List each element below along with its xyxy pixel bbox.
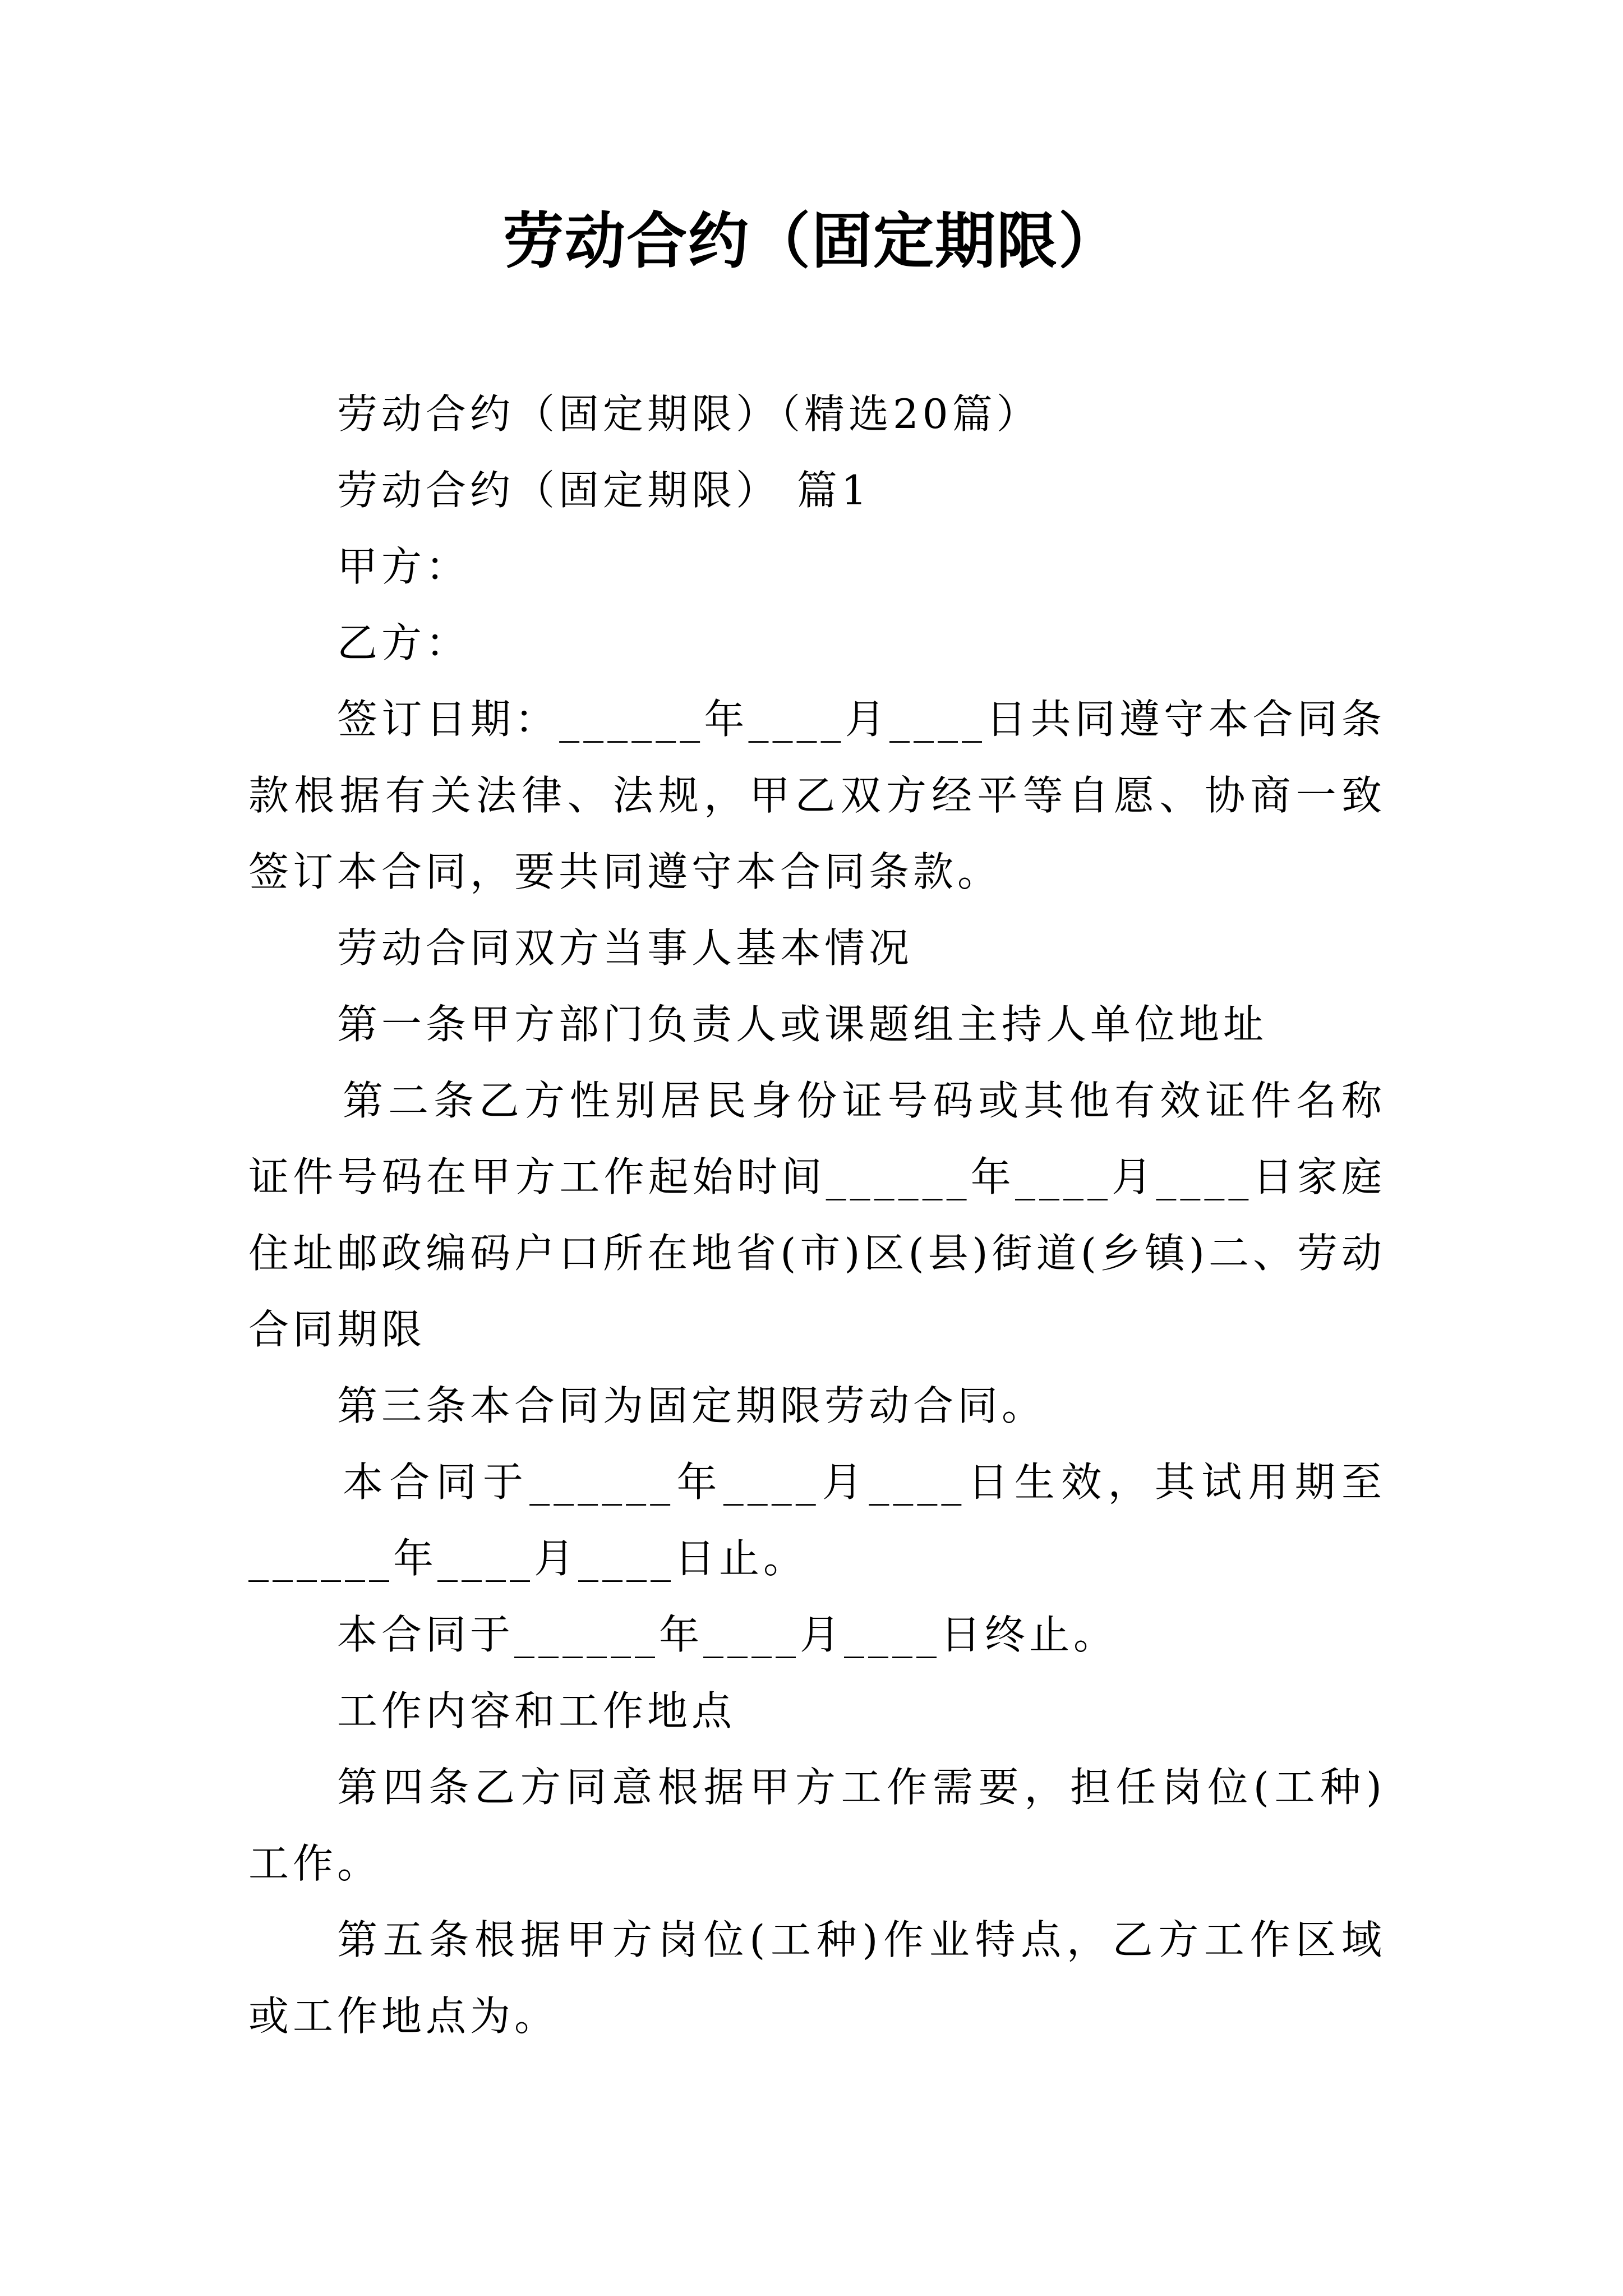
paragraph-party-b: 乙方： [337,619,471,666]
paragraph-article-4: 第四条乙方同意根据甲方工作需要，担任岗位(工种)工作。 [248,1764,1386,1887]
document-title: 劳动合约（固定期限） [502,206,1120,277]
paragraph-section-heading: 劳动合约（固定期限） 篇1 [337,467,871,514]
paragraph-termination-date: 本合同于______年____月____日终止。 [337,1611,1118,1658]
paragraph-article-1: 第一条甲方部门负责人或课题组主持人单位地址 [337,1001,1268,1048]
paragraph-article-2: 第二条乙方性别居民身份证号码或其他有效证件名称证件号码在甲方工作起始时间______年____月____日家庭住址邮政编码户口所在地省(市)区(县)街道(乡镇)二、劳动合同期限 [248,1077,1386,1353]
paragraph-effective-date: 本合同于______年____月____日生效，其试用期至______年____月____日止。 [248,1458,1386,1582]
paragraph-basic-info-heading: 劳动合同双方当事人基本情况 [337,924,914,972]
paragraph-work-content-heading: 工作内容和工作地点 [337,1687,736,1734]
paragraph-article-3: 第三条本合同为固定期限劳动合同。 [337,1382,1046,1429]
document-body [248,376,1386,2054]
paragraph-party-a: 甲方： [337,543,471,590]
paragraph-signing-date: 签订日期：______年____月____日共同遵守本合同条款根据有关法律、法规，甲乙双方经平等自愿、协商一致签订本合同，要共同遵守本合同条款。 [248,696,1386,895]
paragraph-article-5: 第五条根据甲方岗位(工种)作业特点，乙方工作区域或工作地点为。 [248,1916,1386,2040]
paragraph-subtitle: 劳动合约（固定期限）（精选20篇） [337,390,1041,438]
